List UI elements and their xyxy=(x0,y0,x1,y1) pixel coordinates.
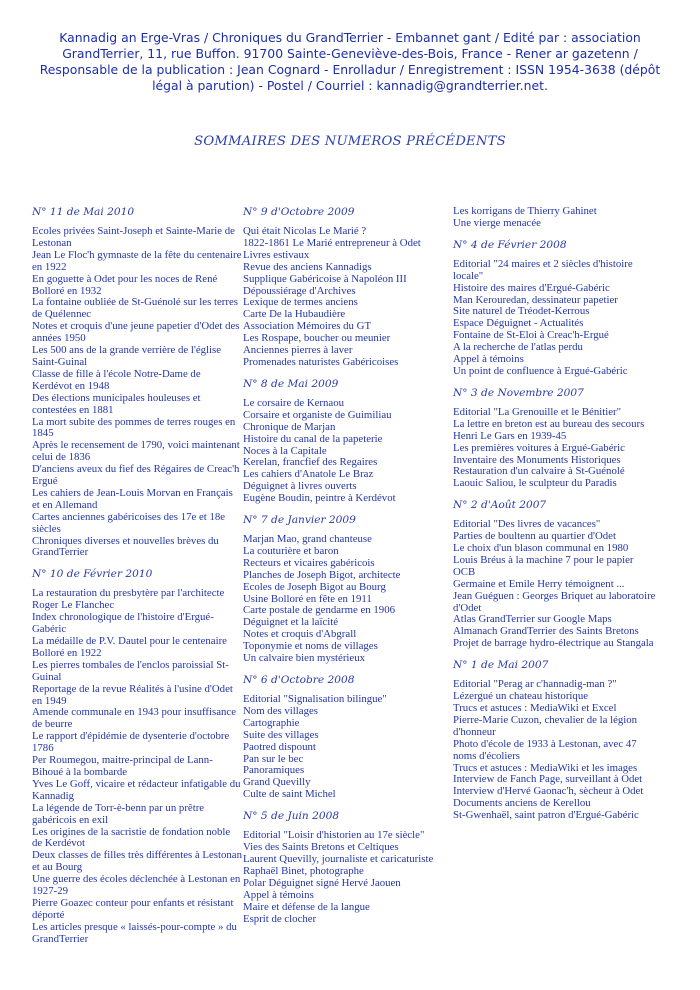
issue-title: N° 7 de Janvier 2009 xyxy=(243,514,356,527)
article-title: Editorial "Signalisation bilingue" xyxy=(243,693,387,705)
article-title: Restauration d'un calvaire à St-Guénolé xyxy=(453,465,625,478)
article-title: Recteurs et vicaires gabéricois xyxy=(243,556,375,569)
article-title: Grand Quevilly xyxy=(243,776,311,789)
article-title: Editorial "Des livres de vacances" xyxy=(453,518,601,531)
article-title: La mort subite des pommes de terres rouges en 1845 xyxy=(32,415,236,440)
issue-summary xyxy=(243,206,448,369)
article-title: Interview d'Hervé Gaonac'h, sècheur à Odet xyxy=(453,785,644,798)
article-title: Editorial "24 maires et 2 siècles d'histoire locale" xyxy=(453,257,633,282)
page-title: SOMMAIRES DES NUMEROS PRÉCÉDENTS xyxy=(194,134,506,149)
article-title: Esprit de clocher xyxy=(243,912,317,925)
issue-summary xyxy=(453,659,658,822)
issue-spacer xyxy=(243,801,448,810)
article-title: Jean Guéguen : Georges Briquet au laboratoire d'Odet xyxy=(453,589,656,614)
issue-summary xyxy=(32,568,242,945)
article-title: Reportage de la revue Réalités à l'usine d'Odet en 1949 xyxy=(32,682,233,707)
issue-summary xyxy=(243,378,448,505)
article-title: Les premières voitures à Ergué-Gabéric xyxy=(453,441,625,454)
article-title: Qui était Nicolas Le Marié ? xyxy=(243,225,367,237)
issue-spacer xyxy=(453,650,658,659)
issue-title: N° 1 de Mai 2007 xyxy=(453,659,549,672)
article-title: Le rapport d'épidémie de dysenterie d'octobre 1786 xyxy=(32,730,230,755)
article-title: Revue des anciens Kannadigs xyxy=(243,260,372,273)
article-title: Atlas GrandTerrier sur Google Maps xyxy=(453,613,612,626)
article-title: La restauration du presbytère par l'architecte Roger Le Flanchec xyxy=(32,587,225,612)
article-title: Carte De la Hubaudière xyxy=(243,308,346,321)
issue-summary xyxy=(453,206,658,230)
article-title: Notes et croquis d'Abgrall xyxy=(243,628,357,641)
article-title: La médaille de P.V. Dautel pour le centenaire Bolloré en 1922 xyxy=(32,635,227,659)
article-title: Interview de Fanch Page, surveillant à Odet xyxy=(453,773,643,786)
article-title: Louis Bréus à la machine 7 pour le papier OCB xyxy=(453,553,634,578)
header-line: Kannadig an Erge-Vras / Chroniques du GrandTerrier - Embannet gant / Edité par : association xyxy=(59,30,641,45)
article-title: Livres estivaux xyxy=(243,248,310,261)
article-title: Editorial "La Grenouille et le Bénitier" xyxy=(453,405,622,418)
article-title: Lézergué un chateau historique xyxy=(453,690,589,703)
header-line: légal à parution) - Postel / Courriel : kannadig@grandterrier.net. xyxy=(152,78,548,93)
issue-title: N° 6 d'Octobre 2008 xyxy=(243,674,355,686)
issue-spacer xyxy=(243,665,448,674)
article-title: Per Roumegou, maitre-principal de Lann-Bihoué à la bombarde xyxy=(32,754,213,778)
article-title: Pierre-Marie Cuzon, chevalier de la légion d'honneur xyxy=(453,713,638,738)
article-title: Yves Le Goff, vicaire et rédacteur infatigable du Kannadig xyxy=(32,777,241,802)
article-title: Editorial "Perag ar c'hannadig-man ?" xyxy=(453,678,617,691)
article-title: Les articles presque « laissés-pour-compte » du GrandTerrier xyxy=(32,920,237,945)
article-title: Les origines de la sacristie de fondation noble de Kerdévot xyxy=(32,825,231,850)
article-title: Amende communale en 1943 pour insuffisance de beurre xyxy=(32,706,236,731)
article-title: La couturière et baron xyxy=(243,544,339,557)
article-title: Une vierge menacée xyxy=(453,216,541,229)
article-title: Photo d'école de 1933 à Lestonan, avec 47 noms d'écoliers xyxy=(453,737,637,762)
article-title: Jean Le Floc'h gymnaste de la fête du centenaire en 1922 xyxy=(32,248,242,273)
issue-title: N° 9 d'Octobre 2009 xyxy=(243,206,355,218)
issue-summary xyxy=(453,239,658,378)
article-title: Promenades naturistes Gabéricoises xyxy=(243,355,399,368)
article-title: Cartes anciennes gabéricoises des 17e et 18e siècles xyxy=(32,510,226,535)
issue-spacer xyxy=(243,505,448,514)
article-title: Trucs et astuces : MediaWiki et Excel xyxy=(453,702,617,714)
article-title: Appel à témoins xyxy=(453,353,524,366)
article-title: Nom des villages xyxy=(243,704,318,717)
article-title: La lettre en breton est au bureau des secours xyxy=(453,417,645,430)
article-title: Polar Déguignet signé Hervé Jaouen xyxy=(243,876,401,889)
article-title: Almanach GrandTerrier des Saints Bretons Projet de barrage hydro-électrique au Stangala xyxy=(453,625,654,650)
header-line: Responsable de la publication : Jean Cognard - Enrolladur / Enregistrement : ISSN 1954-3638 (dépôt xyxy=(39,62,661,77)
issue-spacer xyxy=(453,378,658,387)
article-title: A la recherche de l'atlas perdu xyxy=(453,341,583,354)
issue-summary xyxy=(243,674,448,801)
article-title: Les cahiers de Jean-Louis Morvan en Français et en Allemand xyxy=(32,486,233,511)
issue-spacer xyxy=(453,230,658,239)
issue-summary xyxy=(243,514,448,665)
article-title: En goguette à Odet pour les noces de René Bolloré en 1932 xyxy=(32,272,218,297)
issue-summary xyxy=(243,810,448,925)
article-title: La légende de Torr-è-benn par un prêtre gabéricois en exil xyxy=(32,801,205,826)
article-title: Les 500 ans de la grande verrière de l'église Saint-Guinal xyxy=(32,344,222,368)
article-title: Parties de boultenn au quartier d'Odet xyxy=(453,530,616,543)
article-title: Un calvaire bien mystérieux xyxy=(243,652,366,665)
article-title: Eugène Boudin, peintre à Kerdévot xyxy=(243,492,396,505)
article-title: Index chronologique de l'histoire d'Ergué-Gabéric xyxy=(32,611,214,636)
article-title: Déguignet et la laïcité xyxy=(243,616,339,629)
article-title: Les pierres tombales de l'enclos paroissial St-Guinal xyxy=(32,658,229,683)
summary-column-1 xyxy=(32,206,242,946)
article-title: Les korrigans de Thierry Gahinet xyxy=(453,205,597,217)
article-title: Le corsaire de Kernaou xyxy=(243,396,345,409)
article-title: Association Mémoires du GT xyxy=(243,320,372,333)
issue-title: N° 10 de Février 2010 xyxy=(32,568,153,581)
article-title: Laurent Quevilly, journaliste et caricaturiste xyxy=(243,852,434,865)
article-title: Carte postale de gendarme en 1906 xyxy=(243,604,395,617)
article-title: Deux classes de filles très différentes à Lestonan et au Bourg xyxy=(32,849,242,874)
article-title: La fontaine oubliée de St-Guénolé sur les terres de Quélennec xyxy=(32,296,238,321)
article-title: Site naturel de Tréodet-Kerrous xyxy=(453,305,590,318)
issue-spacer xyxy=(32,559,242,568)
article-title: Trucs et astuces : MediaWiki et les images xyxy=(453,761,638,774)
article-title: Les Rospape, boucher ou meunier xyxy=(243,332,391,345)
article-title: Suite des villages xyxy=(243,728,319,741)
article-title: Ecoles privées Saint-Joseph et Sainte-Marie de Lestonan xyxy=(32,225,235,249)
issue-title: N° 3 de Novembre 2007 xyxy=(453,386,584,399)
article-title: Espace Déguignet - Actualités xyxy=(453,317,584,330)
article-title: Paotred dispount xyxy=(243,740,316,753)
article-title: Pierre Goazec conteur pour enfants et résistant déporté xyxy=(32,896,234,921)
article-title: Des élections municipales houleuses et contestées en 1881 xyxy=(32,391,201,416)
issue-title: N° 2 d'Août 2007 xyxy=(453,499,547,512)
article-title: Culte de saint Michel xyxy=(243,788,336,801)
article-title: Fontaine de St-Eloi à Creac'h-Ergué xyxy=(453,329,609,342)
issue-title: N° 8 de Mai 2009 xyxy=(243,377,339,390)
article-title: Histoire des maires d'Ergué-Gabéric xyxy=(453,281,610,294)
article-title: Germaine et Emile Herry témoignent ... xyxy=(453,577,625,590)
article-title: Toponymie et noms de villages xyxy=(243,640,378,653)
article-title: Kerelan, francfief des Regaires xyxy=(243,456,378,469)
header-line: GrandTerrier, 11, rue Buffon. 91700 Sainte-Geneviève-des-Bois, France - Rener ar gazetenn / xyxy=(62,46,638,61)
publication-header xyxy=(30,30,670,94)
issue-summary xyxy=(453,499,658,650)
summary-column-2 xyxy=(243,206,448,925)
article-title: Editorial "Loisir d'historien au 17e siècle" xyxy=(243,829,425,842)
article-title: Vies des Saints Bretons et Celtiques xyxy=(243,841,399,854)
article-title: Supplique Gabéricoise à Napoléon III xyxy=(243,272,407,285)
article-title: Marjan Mao, grand chanteuse xyxy=(243,533,372,546)
article-title: Les cahiers d'Anatole Le Braz xyxy=(243,468,374,481)
issue-title: N° 4 de Février 2008 xyxy=(453,238,567,251)
article-title: Dépoussiérage d'Archives xyxy=(243,284,356,297)
article-title: Après le recensement de 1790, voici maintenant celui de 1836 xyxy=(32,439,240,464)
summary-column-3 xyxy=(453,206,658,822)
article-title: Cartographie xyxy=(243,716,300,729)
article-title: Histoire du canal de la papeterie xyxy=(243,432,383,445)
article-title: D'anciens aveux du fief des Régaires de Creac'h Ergué xyxy=(32,463,240,488)
article-title: 1822-1861 Le Marié entrepreneur à Odet xyxy=(243,236,421,249)
article-title: Panoramiques xyxy=(243,764,305,777)
article-title: Inventaire des Monuments Historiques xyxy=(453,453,621,466)
article-title: Anciennes pierres à laver xyxy=(243,344,353,357)
issue-title: N° 5 de Juin 2008 xyxy=(243,810,340,823)
article-title: Man Kerouredan, dessinateur papetier xyxy=(453,293,618,306)
issue-spacer xyxy=(453,490,658,499)
article-title: Planches de Joseph Bigot, architecte xyxy=(243,568,401,581)
issue-summary xyxy=(453,387,658,490)
article-title: Chronique de Marjan xyxy=(243,420,336,433)
article-title: Le choix d'un blason communal en 1980 xyxy=(453,542,629,555)
article-title: Classe de fille à l'école Notre-Dame de Kerdévot en 1948 xyxy=(32,367,201,392)
article-title: Lexique de termes anciens xyxy=(243,296,358,309)
article-title: Documents anciens de Kerellou xyxy=(453,797,591,810)
article-title: Noces à la Capitale xyxy=(243,444,327,457)
article-title: Raphaël Binet, photographe xyxy=(243,864,364,877)
article-title: Henri Le Gars en 1939-45 xyxy=(453,429,567,442)
article-title: Corsaire et organiste de Guimiliau xyxy=(243,408,392,421)
article-title: Une guerre des écoles déclenchée à Lestonan en 1927-29 xyxy=(32,873,241,898)
article-title: Un point de confluence à Ergué-Gabéric xyxy=(453,364,628,377)
article-title: Chroniques diverses et nouvelles brèves du GrandTerrier xyxy=(32,534,219,559)
article-title: Déguignet à livres ouverts xyxy=(243,480,357,493)
article-title: Laouic Saliou, le sculpteur du Paradis xyxy=(453,477,617,490)
article-title: Pan sur le bec xyxy=(243,752,304,765)
article-title: Ecoles de Joseph Bigot au Bourg xyxy=(243,580,386,593)
issue-summary xyxy=(32,206,242,559)
article-title: St-Gwenhaël, saint patron d'Ergué-Gabéric xyxy=(453,809,639,822)
article-title: Notes et croquis d'une jeune papetier d'Odet des années 1950 xyxy=(32,320,240,345)
article-title: Usine Bolloré en fête en 1911 xyxy=(243,592,372,605)
issue-spacer xyxy=(243,369,448,378)
issue-title: N° 11 de Mai 2010 xyxy=(32,206,135,218)
article-title: Maire et défense de la langue xyxy=(243,900,370,913)
article-title: Appel à témoins xyxy=(243,888,314,901)
